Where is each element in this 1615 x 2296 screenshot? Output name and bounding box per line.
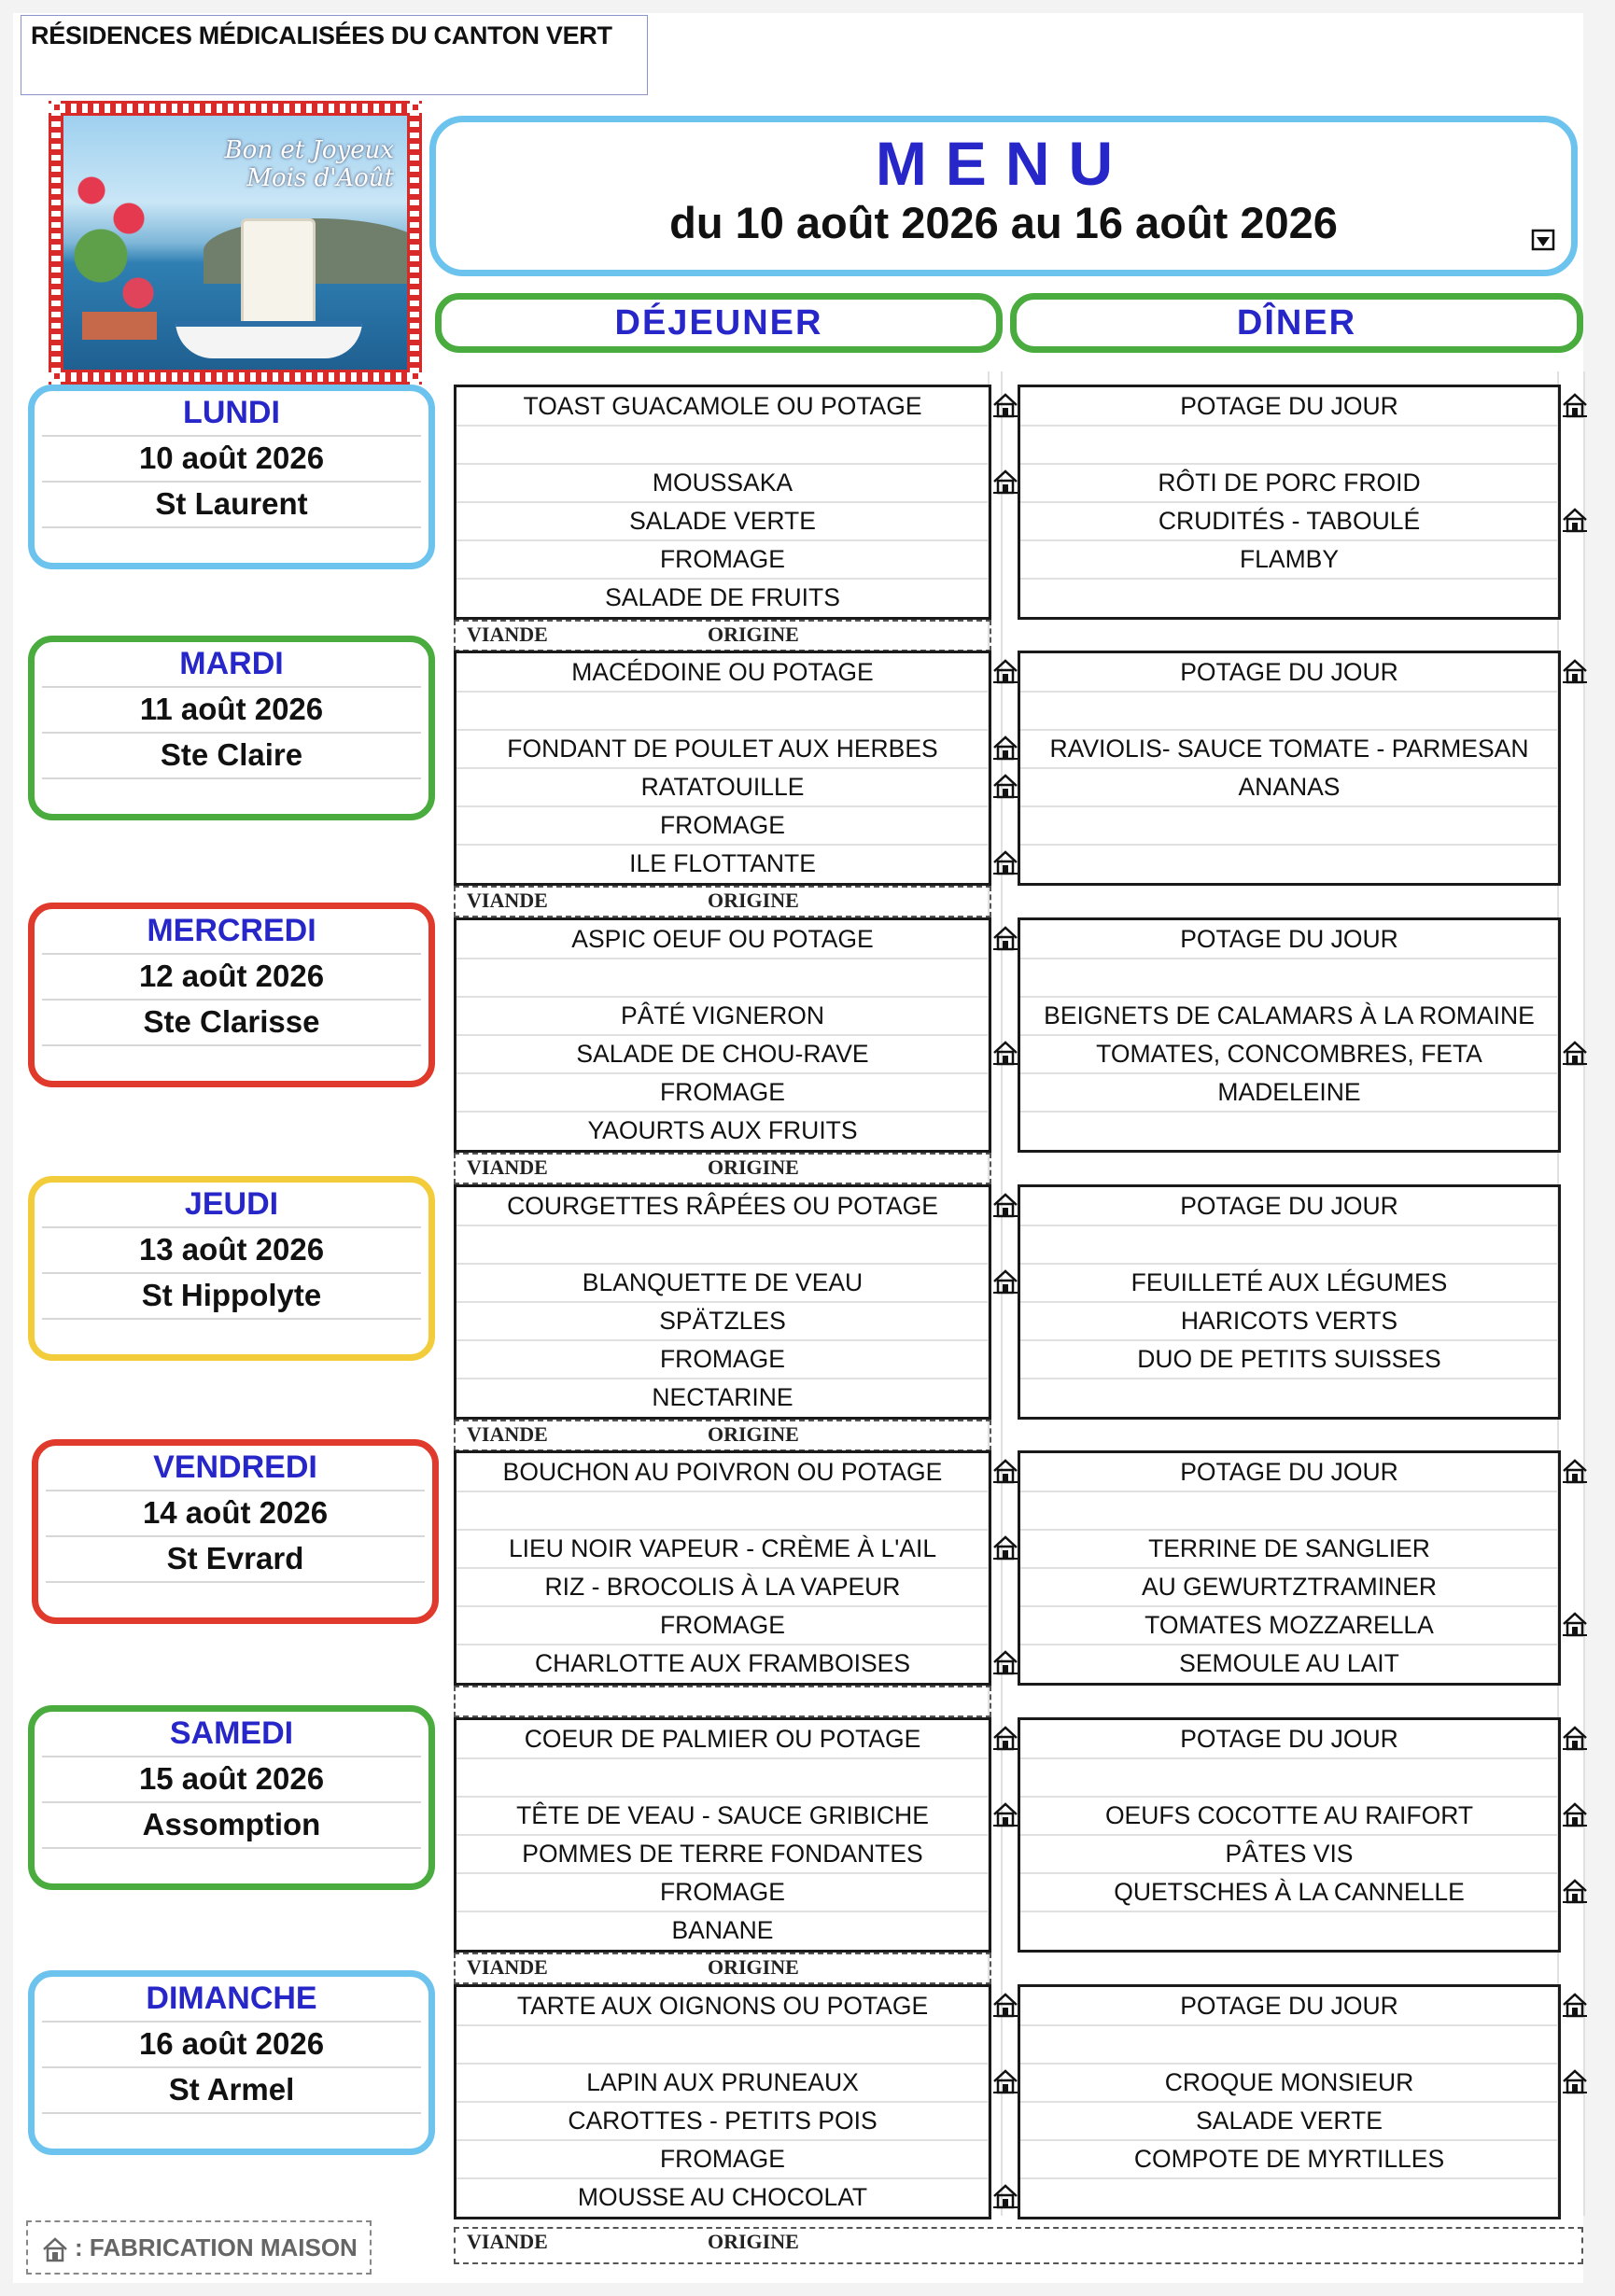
picture-caption-line2: Mois d'Août bbox=[246, 164, 394, 192]
house-icon bbox=[991, 1724, 1019, 1752]
meat-origin-row bbox=[454, 886, 991, 917]
menu-title: MENU bbox=[875, 129, 1132, 198]
day-card-samedi bbox=[28, 1705, 435, 1890]
dinner-item: FLAMBY bbox=[1239, 545, 1340, 573]
lunch-item: FROMAGE bbox=[660, 1345, 785, 1373]
meat-origin-row bbox=[454, 1686, 991, 1717]
house-icon bbox=[991, 734, 1019, 762]
dinner-item: AU GEWURTZTRAMINER bbox=[1141, 1573, 1438, 1601]
dinner-item bbox=[1021, 1379, 1557, 1417]
house-icon bbox=[991, 1800, 1019, 1828]
dinner-item: DUO DE PETITS SUISSES bbox=[1137, 1345, 1441, 1373]
house-icon bbox=[991, 1039, 1019, 1067]
day-date: 10 août 2026 bbox=[42, 437, 421, 483]
dinner-item: POTAGE DU JOUR bbox=[1180, 658, 1398, 686]
meat-origin-row bbox=[454, 2227, 1583, 2264]
lunch-item: CHARLOTTE AUX FRAMBOISES bbox=[535, 1649, 910, 1677]
house-icon bbox=[1561, 1991, 1589, 2019]
day-name: SAMEDI bbox=[42, 1712, 421, 1757]
lunch-item: FROMAGE bbox=[660, 1078, 785, 1106]
day-blank-line bbox=[42, 1046, 421, 1090]
day-blank-line bbox=[42, 1320, 421, 1364]
house-icon bbox=[1561, 2067, 1589, 2095]
dinner-item: HARICOTS VERTS bbox=[1180, 1307, 1398, 1335]
dinner-item: COMPOTE DE MYRTILLES bbox=[1133, 2145, 1445, 2173]
lunch-item bbox=[457, 1225, 988, 1264]
dinner-item: SEMOULE AU LAIT bbox=[1179, 1649, 1399, 1677]
house-icon bbox=[1561, 1457, 1589, 1485]
dinner-item bbox=[1021, 1112, 1557, 1150]
day-blank-line bbox=[42, 779, 421, 823]
lunch-item: SALADE DE CHOU-RAVE bbox=[576, 1040, 869, 1068]
organization-name: RÉSIDENCES MÉDICALISÉES DU CANTON VERT bbox=[21, 15, 648, 95]
day-blank-line bbox=[46, 1583, 425, 1627]
day-date: 16 août 2026 bbox=[42, 2023, 421, 2068]
lunch-item: POMMES DE TERRE FONDANTES bbox=[522, 1840, 923, 1868]
lunch-item: MOUSSAKA bbox=[652, 469, 793, 497]
dinner-column-header: DÎNER bbox=[1010, 293, 1583, 353]
lunch-item bbox=[457, 426, 988, 464]
meat-label: VIANDE bbox=[467, 889, 548, 912]
menu-date-range: du 10 août 2026 au 16 août 2026 bbox=[669, 198, 1338, 247]
day-card-vendredi bbox=[32, 1439, 439, 1624]
lunch-item bbox=[457, 2025, 988, 2064]
dinner-item: PÂTES VIS bbox=[1225, 1840, 1354, 1868]
dinner-item: MADELEINE bbox=[1217, 1078, 1361, 1106]
dinner-item: POTAGE DU JOUR bbox=[1180, 1192, 1398, 1220]
day-saint: St Hippolyte bbox=[42, 1274, 421, 1320]
origin-label: ORIGINE bbox=[708, 1155, 799, 1179]
legend bbox=[26, 2220, 372, 2275]
dinner-item: TOMATES, CONCOMBRES, FETA bbox=[1096, 1040, 1482, 1068]
dinner-item: CROQUE MONSIEUR bbox=[1164, 2068, 1414, 2096]
lunch-item: SALADE VERTE bbox=[629, 507, 816, 535]
lunch-item: ILE FLOTTANTE bbox=[629, 849, 816, 877]
dinner-item: POTAGE DU JOUR bbox=[1180, 1725, 1398, 1753]
day-name: LUNDI bbox=[42, 391, 421, 437]
house-icon bbox=[991, 1991, 1019, 2019]
lunch-item: MACÉDOINE OU POTAGE bbox=[571, 658, 874, 686]
dinner-item: FEUILLETÉ AUX LÉGUMES bbox=[1130, 1268, 1448, 1296]
meat-origin-row bbox=[454, 1953, 991, 1984]
house-icon bbox=[991, 2182, 1019, 2210]
house-icon bbox=[991, 1533, 1019, 1561]
lunch-item: TARTE AUX OIGNONS OU POTAGE bbox=[516, 1992, 929, 2020]
lunch-item: SALADE DE FRUITS bbox=[605, 583, 840, 611]
day-card-mercredi bbox=[28, 903, 435, 1087]
house-icon bbox=[1561, 1724, 1589, 1752]
dinner-item: POTAGE DU JOUR bbox=[1180, 925, 1398, 953]
dinner-item: OEUFS COCOTTE AU RAIFORT bbox=[1104, 1801, 1474, 1829]
lunch-item bbox=[457, 1758, 988, 1797]
meat-label: VIANDE bbox=[467, 2230, 548, 2253]
origin-label: ORIGINE bbox=[708, 889, 799, 912]
origin-label: ORIGINE bbox=[708, 2230, 799, 2253]
lunch-item: FONDANT DE POULET AUX HERBES bbox=[507, 735, 938, 763]
house-icon bbox=[991, 772, 1019, 800]
menu-sheet bbox=[13, 13, 1583, 2283]
lunch-item: RATATOUILLE bbox=[640, 773, 805, 801]
house-icon bbox=[991, 1267, 1019, 1295]
house-icon bbox=[1561, 506, 1589, 534]
day-date: 12 août 2026 bbox=[42, 955, 421, 1001]
dinner-item bbox=[1021, 1911, 1557, 1950]
lunch-item: BOUCHON AU POIVRON OU POTAGE bbox=[502, 1458, 943, 1486]
house-icon bbox=[991, 848, 1019, 876]
lunch-item bbox=[457, 1491, 988, 1530]
dinner-item: RÔTI DE PORC FROID bbox=[1158, 469, 1421, 497]
house-icon bbox=[41, 2235, 69, 2263]
lunch-item: PÂTÉ VIGNERON bbox=[621, 1001, 824, 1029]
day-card-dimanche bbox=[28, 1970, 435, 2155]
dinner-item bbox=[1021, 2178, 1557, 2217]
day-date: 15 août 2026 bbox=[42, 1757, 421, 1803]
lunch-item: COEUR DE PALMIER OU POTAGE bbox=[524, 1725, 921, 1753]
day-name: JEUDI bbox=[42, 1183, 421, 1228]
dinner-item: SALADE VERTE bbox=[1196, 2107, 1383, 2135]
lunch-item: BLANQUETTE DE VEAU bbox=[582, 1268, 864, 1296]
day-date: 13 août 2026 bbox=[42, 1228, 421, 1274]
dinner-item bbox=[1021, 1225, 1557, 1264]
origin-label: ORIGINE bbox=[708, 1955, 799, 1979]
dinner-item: QUETSCHES À LA CANNELLE bbox=[1114, 1878, 1465, 1906]
lunch-item: FROMAGE bbox=[660, 1878, 785, 1906]
house-icon bbox=[1561, 1610, 1589, 1638]
lunch-item: RIZ - BROCOLIS À LA VAPEUR bbox=[544, 1573, 901, 1601]
dinner-item: POTAGE DU JOUR bbox=[1180, 392, 1398, 420]
lunch-item: FROMAGE bbox=[660, 545, 785, 573]
day-blank-line bbox=[42, 528, 421, 572]
day-name: MERCREDI bbox=[42, 909, 421, 955]
day-saint: Ste Claire bbox=[42, 734, 421, 779]
house-icon bbox=[991, 924, 1019, 952]
legend-text: : FABRICATION MAISON bbox=[75, 2233, 358, 2261]
day-date: 14 août 2026 bbox=[46, 1491, 425, 1537]
lunch-item: BANANE bbox=[671, 1916, 774, 1944]
dinner-item: POTAGE DU JOUR bbox=[1180, 1992, 1398, 2020]
lunch-item: SPÄTZLES bbox=[659, 1307, 786, 1335]
house-icon bbox=[1561, 1877, 1589, 1905]
meat-origin-row bbox=[454, 1153, 991, 1184]
lunch-item: MOUSSE AU CHOCOLAT bbox=[577, 2183, 868, 2211]
house-icon bbox=[991, 2067, 1019, 2095]
day-card-mardi bbox=[28, 636, 435, 820]
meat-label: VIANDE bbox=[467, 1955, 548, 1979]
lunch-item: CAROTTES - PETITS POIS bbox=[568, 2107, 878, 2135]
house-icon bbox=[991, 657, 1019, 685]
dinner-item bbox=[1021, 1491, 1557, 1530]
day-saint: St Laurent bbox=[42, 483, 421, 528]
lunch-column-header: DÉJEUNER bbox=[435, 293, 1003, 353]
house-icon bbox=[991, 1191, 1019, 1219]
lunch-item: TÊTE DE VEAU - SAUCE GRIBICHE bbox=[516, 1801, 929, 1829]
day-name: MARDI bbox=[42, 642, 421, 688]
day-saint: St Evrard bbox=[46, 1537, 425, 1583]
lunch-item: FROMAGE bbox=[660, 811, 785, 839]
meat-label: VIANDE bbox=[467, 1422, 548, 1446]
picture-caption-line1: Bon et Joyeux bbox=[224, 136, 394, 164]
lunch-item: COURGETTES RÂPÉES OU POTAGE bbox=[507, 1192, 938, 1220]
dinner-item bbox=[1021, 959, 1557, 997]
meat-label: VIANDE bbox=[467, 623, 548, 646]
lunch-item: YAOURTS AUX FRUITS bbox=[587, 1116, 858, 1144]
dinner-item bbox=[1021, 806, 1557, 845]
dinner-item: CRUDITÉS - TABOULÉ bbox=[1158, 507, 1421, 535]
dinner-item: ANANAS bbox=[1238, 773, 1341, 801]
house-icon bbox=[1561, 1800, 1589, 1828]
lunch-item: ASPIC OEUF OU POTAGE bbox=[571, 925, 874, 953]
dinner-item bbox=[1021, 426, 1557, 464]
dinner-item bbox=[1021, 1758, 1557, 1797]
day-saint: Ste Clarisse bbox=[42, 1001, 421, 1046]
lunch-item bbox=[457, 692, 988, 730]
lunch-item bbox=[457, 959, 988, 997]
lunch-item: FROMAGE bbox=[660, 1611, 785, 1639]
dinner-item: POTAGE DU JOUR bbox=[1180, 1458, 1398, 1486]
origin-label: ORIGINE bbox=[708, 1422, 799, 1446]
dinner-item bbox=[1021, 2025, 1557, 2064]
dinner-item: BEIGNETS DE CALAMARS À LA ROMAINE bbox=[1044, 1001, 1535, 1029]
lunch-item: FROMAGE bbox=[660, 2145, 785, 2173]
lunch-item: LAPIN AUX PRUNEAUX bbox=[586, 2068, 859, 2096]
meat-label: VIANDE bbox=[467, 1155, 548, 1179]
lunch-item: TOAST GUACAMOLE OU POTAGE bbox=[523, 392, 922, 420]
grid-line bbox=[1583, 371, 1585, 2216]
august-picture bbox=[49, 101, 422, 385]
day-blank-line bbox=[42, 2114, 421, 2158]
day-name: VENDREDI bbox=[46, 1446, 425, 1491]
house-icon bbox=[991, 1457, 1019, 1485]
house-icon bbox=[991, 391, 1019, 419]
day-card-lundi bbox=[28, 385, 435, 569]
day-blank-line bbox=[42, 1849, 421, 1893]
lunch-item: NECTARINE bbox=[652, 1383, 793, 1411]
dinner-item: RAVIOLIS- SAUCE TOMATE - PARMESAN bbox=[1049, 735, 1529, 763]
house-icon bbox=[991, 1648, 1019, 1676]
dinner-item: TOMATES MOZZARELLA bbox=[1145, 1611, 1434, 1639]
day-saint: St Armel bbox=[42, 2068, 421, 2114]
dinner-item: TERRINE DE SANGLIER bbox=[1148, 1534, 1430, 1562]
origin-label: ORIGINE bbox=[708, 623, 799, 646]
day-name: DIMANCHE bbox=[42, 1977, 421, 2023]
day-card-jeudi bbox=[28, 1176, 435, 1361]
day-saint: Assomption bbox=[42, 1803, 421, 1849]
dinner-item bbox=[1021, 845, 1557, 883]
house-icon bbox=[1561, 391, 1589, 419]
meat-origin-row bbox=[454, 620, 991, 651]
day-date: 11 août 2026 bbox=[42, 688, 421, 734]
house-icon bbox=[991, 468, 1019, 496]
meat-origin-row bbox=[454, 1420, 991, 1451]
dinner-item bbox=[1021, 692, 1557, 730]
house-icon bbox=[1561, 657, 1589, 685]
pin-icon bbox=[1530, 228, 1556, 260]
dinner-item bbox=[1021, 579, 1557, 617]
lunch-item: LIEU NOIR VAPEUR - CRÈME À L'AIL bbox=[508, 1534, 937, 1562]
menu-header bbox=[429, 116, 1578, 276]
house-icon bbox=[1561, 1039, 1589, 1067]
